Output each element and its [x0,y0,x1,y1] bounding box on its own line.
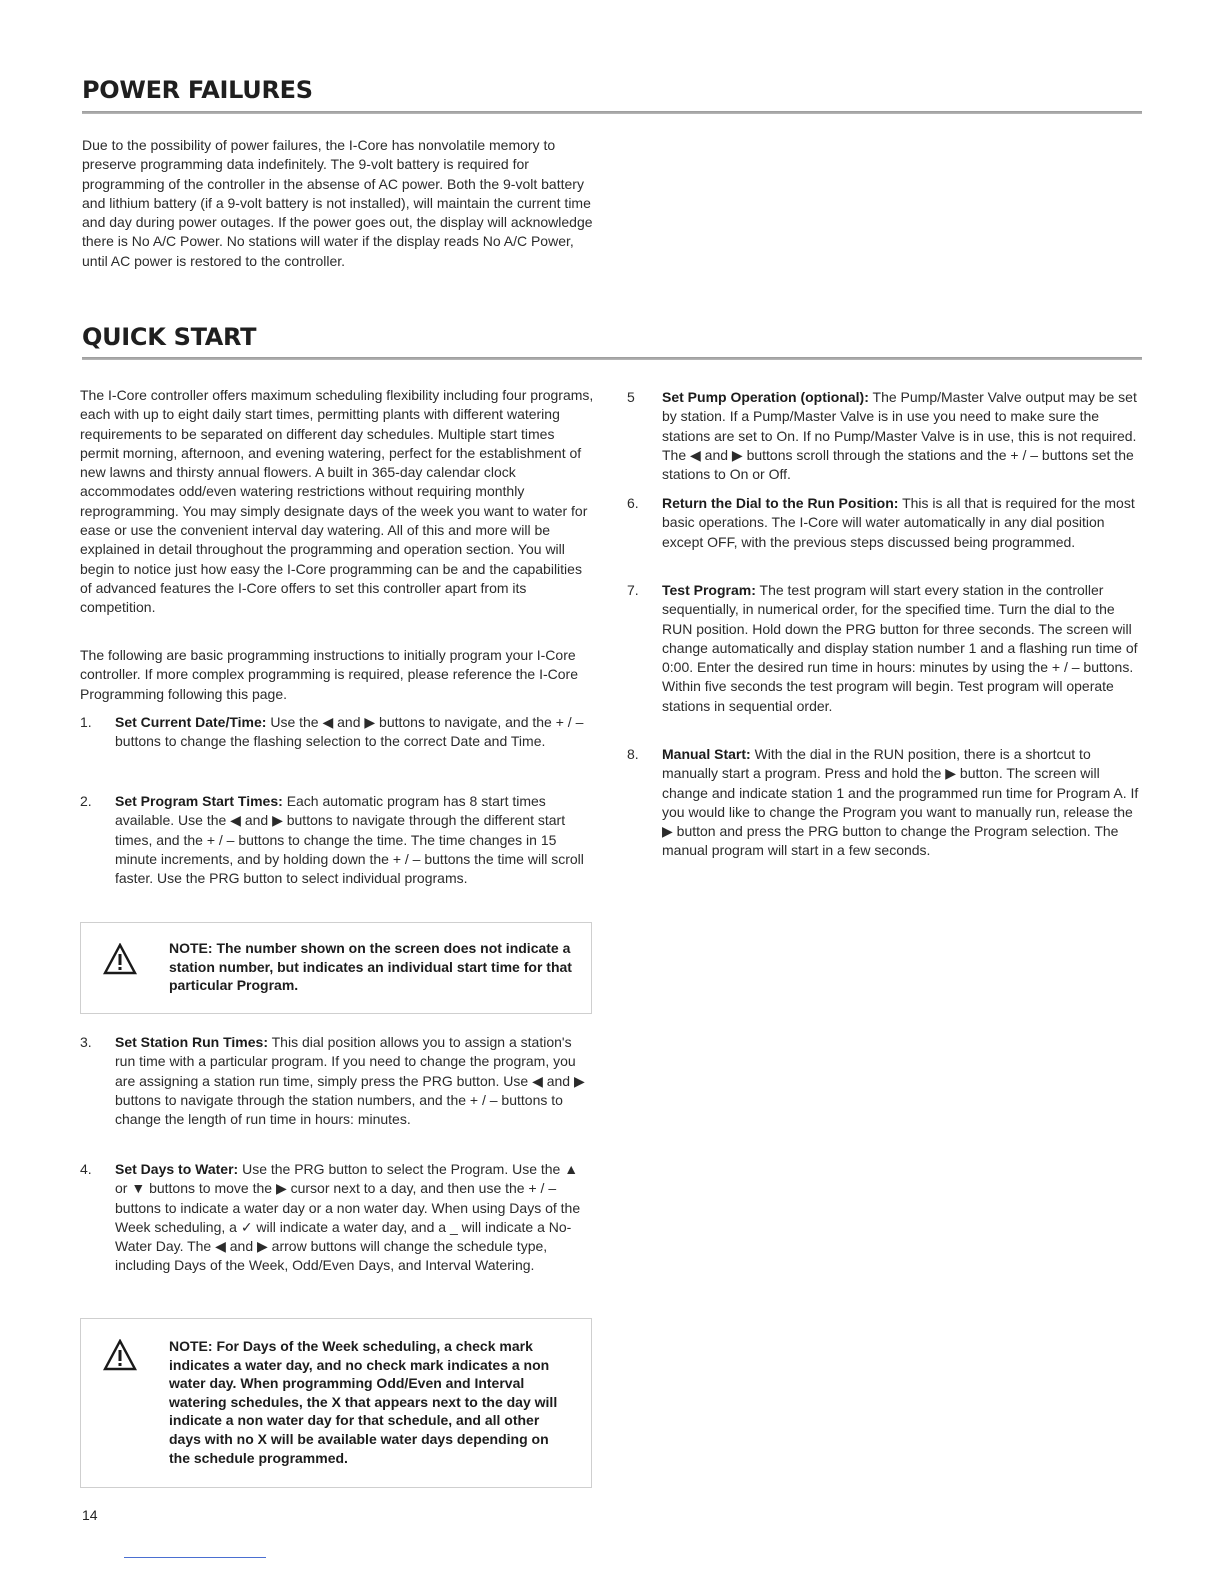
step-number: 6. [627,495,639,511]
step-title: Set Days to Water: [115,1161,239,1177]
step-text: The Pump/Master Valve output may be set by station. If a Pump/Master Valve is in use you need to make sure the stations are set to On. If no Pump/Master Valve is in use, this is not required. The ◀ and ▶ buttons scroll through the stations and the + / – buttons set the stations to On or Off. [662,389,1137,483]
step-number: 2. [80,793,92,809]
note-box [80,922,592,1014]
step-item [627,388,1139,484]
section-rule [82,111,1142,114]
step-title: Test Program: [662,582,756,598]
warning-icon [103,1339,137,1371]
step-number: 5 [627,389,635,405]
quick-start-intro: The I-Core controller offers maximum scheduling flexibility including four programs, each with up to eight daily start times, permitting plants with different watering requirements to be separated on different day schedules. Multiple start times permit morning, afternoon, and evening watering, perfect for the establishment of new lawns and thirsty annual flowers. A built in 365-day calendar clock accommodates odd/even watering restrictions without requiring monthly reprogramming. You may simply designate days of the week you want to water for ease or use the convenient interval day watering. All of this and more will be explained in detail throughout the programming and operation section. You will begin to notice just how easy the I-Core programming can be and the capabilities of advanced features the I-Core offers to set this controller apart from its competition. [80,387,594,616]
step-number: 1. [80,714,92,730]
warning-icon [103,943,137,975]
step-text: Each automatic program has 8 start times available. Use the ◀ and ▶ buttons to navigate through the different start times, and the + / – buttons to change the time. The time changes in 15 minute increments, and by holding down the + / – buttons the time will scroll faster. Use the PRG button to select individual programs. [115,793,584,887]
page-number: 14 [82,1507,98,1523]
step-text: This is all that is required for the most basic operations. The I-Core will water automatically in any dial position except OFF, with the previous steps discussed being programmed. [662,495,1135,550]
note-text: NOTE: The number shown on the screen does not indicate a station number, but indicates an individual start time for that particular Program. [169,940,572,994]
section-rule [82,357,1142,360]
step-title: Set Program Start Times: [115,793,283,809]
quick-start-intro-2: The following are basic programming instructions to initially program your I-Core controller. If more complex programming is required, please reference the I-Core Programming following this page. [80,647,578,702]
note-text: NOTE: For Days of the Week scheduling, a check mark indicates a water day, and no check mark indicates a non water day. When programming Odd/Even and Interval watering schedules, the X that appears next to the day will indicate a non water day for that schedule, and all other days with no X will be available water days depending on the schedule programmed. [169,1338,558,1466]
step-text: The test program will start every station in the controller sequentially, in numerical order, for the specified time. Turn the dial to the RUN position. Hold down the PRG button for three seconds. The screen will change automatically and display station number 1 and a flashing run time of 0:00. Enter the desired run time in hours: minutes by using the + / – buttons. Within five seconds the test program will begin. Test program will operate stations in sequential order. [662,582,1138,714]
step-number: 7. [627,582,639,598]
section-heading-quick-start: QUICK START [82,323,257,351]
step-item [627,581,1139,716]
step-item [80,1160,592,1276]
note-box [80,1318,592,1488]
step-item [80,1033,592,1129]
footer-divider [124,1557,266,1558]
step-text: With the dial in the RUN position, there is a shortcut to manually start a program. Press and hold the ▶ button. The screen will change and indicate station 1 and the programmed run time for Program A. If you would like to change the Program you want to manually run, release the ▶ button and press the PRG button to change the Program selection. The manual program will start in a few seconds. [662,746,1139,859]
step-title: Set Current Date/Time: [115,714,267,730]
step-title: Set Station Run Times: [115,1034,268,1050]
step-number: 4. [80,1161,92,1177]
step-text: Use the ◀ and ▶ buttons to navigate, and the + / – buttons to change the flashing selection to the correct Date and Time. [115,714,584,750]
step-title: Return the Dial to the Run Position: [662,495,899,511]
step-item [627,494,1139,552]
step-item [80,713,592,752]
step-item [627,745,1139,861]
step-number: 3. [80,1034,92,1050]
step-title: Set Pump Operation (optional): [662,389,869,405]
step-number: 8. [627,746,639,762]
step-text: This dial position allows you to assign a station's run time with a particular program. If you need to change the program, you are assigning a station run time, simply press the PRG button. Use ◀ and ▶ buttons to navigate through the station numbers, and the + / – buttons to change the length of run time in hours: minutes. [115,1034,585,1128]
section-heading-power-failures: POWER FAILURES [82,76,313,104]
step-text: Use the PRG button to select the Program. Use the ▲ or ▼ buttons to move the ▶ cursor next to a day, and then use the + / – buttons to indicate a water day or a non water day. When using Days of the Week scheduling, a ✓ will indicate a water day, and a _ will indicate a No-Water Day. The ◀ and ▶ arrow buttons will change the schedule type, including Days of the Week, Odd/Even Days, and Interval Watering. [115,1161,581,1274]
power-failures-paragraph: Due to the possibility of power failures, the I-Core has nonvolatile memory to preserve programming data indefinitely. The 9-volt battery is required for programming of the controller in the absense of AC power. Both the 9-volt battery and lithium battery (if a 9-volt battery is not installed), will maintain the current time and day during power outages. If the power goes out, the display will acknowledge there is No A/C Power. No stations will water if the display reads No A/C Power, until AC power is restored to the controller. [82,137,593,269]
step-item [80,792,592,888]
step-title: Manual Start: [662,746,751,762]
